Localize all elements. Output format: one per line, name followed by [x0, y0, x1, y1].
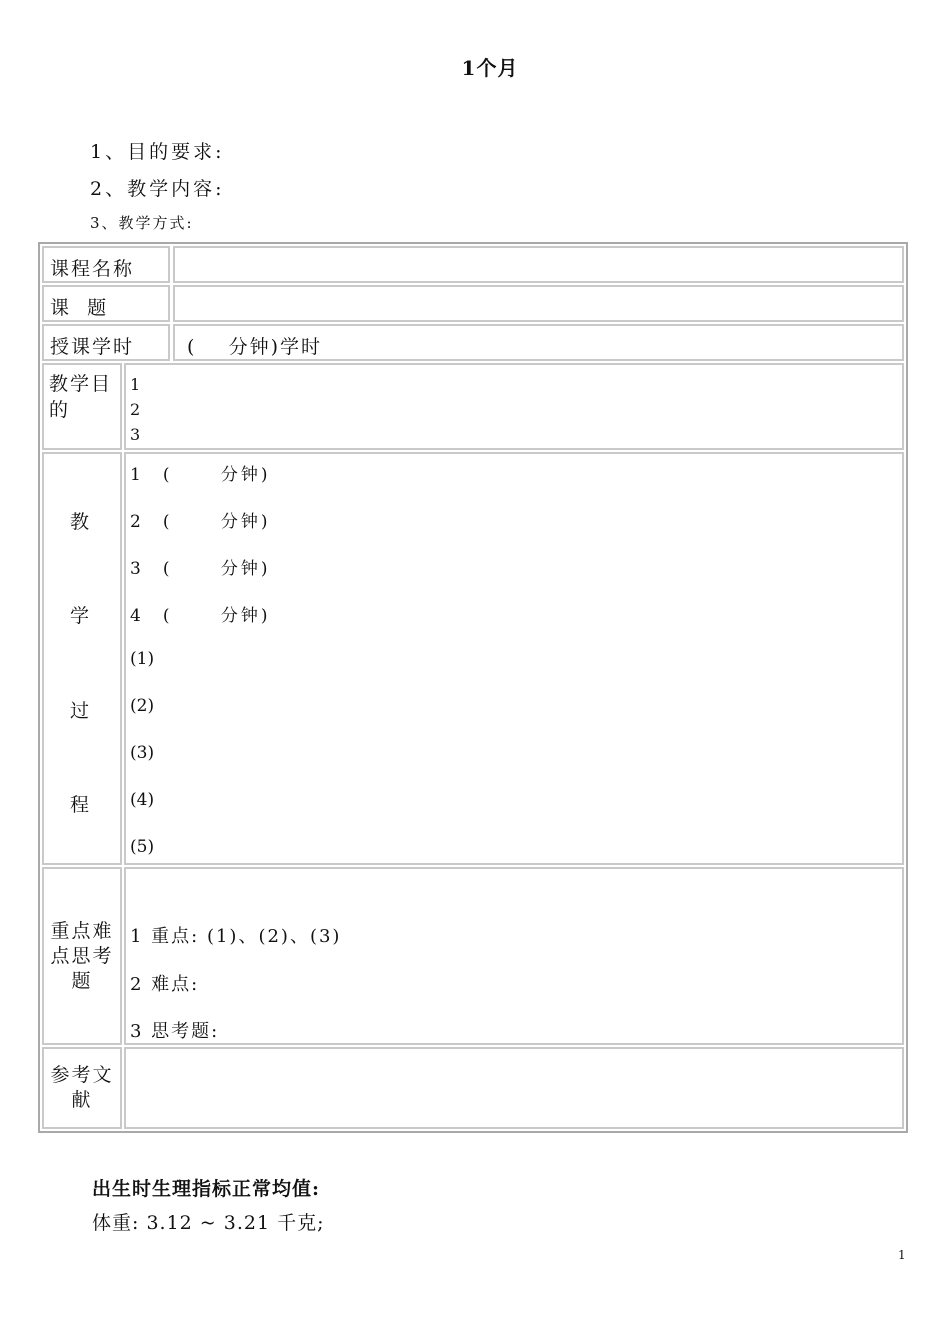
- process-subitem: (3): [130, 743, 155, 763]
- aim-item: 2: [130, 400, 141, 419]
- aim-item: 1: [130, 375, 141, 394]
- section-heading: 出生时生理指标正常均值:: [92, 1178, 321, 1200]
- process-subitem: (4): [130, 790, 155, 810]
- key-points-label: [42, 867, 122, 1045]
- process-step: [130, 554, 270, 579]
- course-name-value[interactable]: [173, 246, 904, 283]
- process-step-minutes: 分钟): [220, 606, 271, 626]
- process-step-open: (: [162, 465, 170, 485]
- requirement-content: 2、教学内容:: [90, 178, 225, 200]
- references-value[interactable]: [124, 1047, 904, 1129]
- page-number: 1: [898, 1248, 906, 1262]
- topic-value[interactable]: [173, 285, 904, 322]
- teaching-aims-label-line-2: 的: [49, 399, 71, 421]
- process-label-char: 过: [70, 700, 90, 722]
- requirement-method: 3、教学方式:: [90, 214, 194, 232]
- process-step-minutes: 分钟): [220, 512, 271, 532]
- process-step: [130, 601, 270, 626]
- difficulty-item: 2 难点:: [130, 974, 200, 995]
- process-subitem: (1): [130, 649, 155, 669]
- process-step-number: 2: [130, 512, 141, 532]
- teaching-hours-value-text: ( 分钟)学时: [187, 336, 322, 358]
- process-step: [130, 460, 270, 485]
- document-title: 1个月: [461, 56, 519, 80]
- course-name-label: [42, 246, 170, 283]
- process-subitem: (5): [130, 837, 155, 857]
- process-step-minutes: 分钟): [220, 559, 271, 579]
- references-label: [42, 1047, 122, 1129]
- process-label-char: 程: [70, 794, 90, 816]
- teaching-hours-value[interactable]: [173, 324, 904, 361]
- course-name-label-text: 课程名称: [50, 258, 135, 280]
- teaching-hours-label: [42, 324, 170, 361]
- question-item: 3 思考题:: [130, 1021, 220, 1042]
- teaching-hours-label-text: 授课学时: [50, 336, 135, 358]
- key-points-value[interactable]: [124, 867, 904, 1045]
- teaching-aims-label: [42, 363, 122, 450]
- topic-label: [42, 285, 170, 322]
- teaching-aims-label-line-1: 教学目: [49, 373, 113, 395]
- process-step-open: (: [162, 512, 170, 532]
- aim-item: 3: [130, 425, 141, 444]
- topic-label-text: 课 题: [50, 297, 109, 319]
- requirement-aims: 1、目的要求:: [90, 141, 225, 163]
- process-step-number: 1: [130, 465, 141, 485]
- process-step-open: (: [162, 559, 170, 579]
- process-step-minutes: 分钟): [220, 465, 271, 485]
- process-step-number: 4: [130, 606, 141, 626]
- process-step-number: 3: [130, 559, 141, 579]
- process-step-open: (: [162, 606, 170, 626]
- process-label-char: 学: [70, 605, 90, 627]
- process-label-char: 教: [70, 511, 90, 533]
- key-points-label-line-1: 重点难: [50, 919, 114, 942]
- key-point-item: 1 重点: (1)、(2)、(3): [130, 926, 342, 947]
- key-points-label-line-2: 点思考: [50, 944, 114, 967]
- teaching-aims-value[interactable]: [124, 363, 904, 450]
- references-label-line-2: 献: [71, 1089, 93, 1111]
- teaching-aims-list: [130, 372, 140, 447]
- birth-weight-line: 体重: 3.12 ~ 3.21 千克;: [92, 1212, 325, 1234]
- key-points-label-line-3: 题: [71, 969, 93, 992]
- process-step: [130, 507, 270, 532]
- process-subitem: (2): [130, 696, 155, 716]
- references-label-line-1: 参考文: [50, 1064, 114, 1086]
